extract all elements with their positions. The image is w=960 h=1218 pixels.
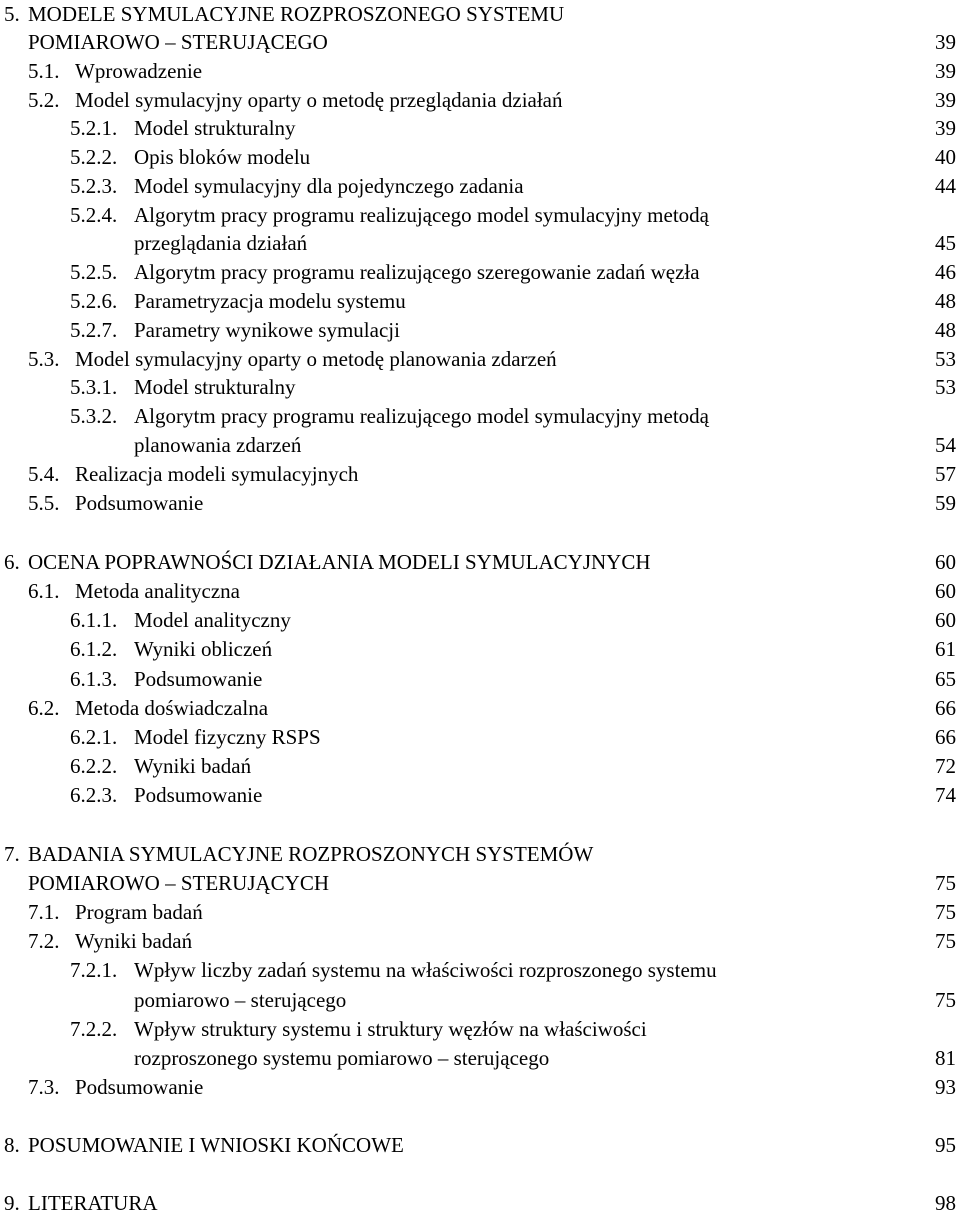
toc-entry: [0, 781, 960, 810]
toc-page: 53: [935, 347, 956, 371]
toc-number: 7.2.: [28, 929, 60, 953]
toc-title: Podsumowanie: [134, 783, 263, 807]
toc-title: LITERATURA: [28, 1191, 158, 1215]
toc-number: 5.1.: [28, 59, 60, 83]
toc-title: przeglądania działań: [134, 231, 308, 255]
toc-entry: [0, 1015, 960, 1044]
toc-number: 6.2.: [28, 696, 60, 720]
toc-entry: [0, 723, 960, 752]
toc-entry: [0, 606, 960, 635]
toc-number: 5.3.: [28, 347, 60, 371]
toc-title: Wpływ liczby zadań systemu na właściwości rozproszonego systemu: [134, 958, 717, 982]
toc-entry: [0, 373, 960, 402]
toc-number: 6.1.2.: [70, 637, 118, 661]
toc-title: Model fizyczny RSPS: [134, 725, 321, 749]
toc-entry: [0, 635, 960, 664]
toc-number: 5.2.5.: [70, 260, 118, 284]
toc-title: POMIAROWO – STERUJĄCYCH: [28, 871, 330, 895]
toc-page: 57: [935, 462, 956, 486]
toc-title: Podsumowanie: [134, 667, 263, 691]
toc-title: planowania zdarzeń: [134, 433, 302, 457]
toc-title: Model symulacyjny dla pojedynczego zadania: [134, 174, 524, 198]
toc-entry: [0, 86, 960, 115]
toc-page: 74: [935, 783, 956, 807]
toc-page: 95: [935, 1133, 956, 1157]
toc-entry: [0, 431, 960, 460]
toc-page: 60: [935, 579, 956, 603]
toc-entry: [0, 114, 960, 143]
toc-entry: [0, 1044, 960, 1073]
toc-number: 7.2.2.: [70, 1017, 118, 1041]
toc-number: 8.: [4, 1133, 20, 1157]
toc-entry: [0, 201, 960, 230]
toc-page: 44: [935, 174, 956, 198]
toc-number: 5.2.4.: [70, 203, 118, 227]
toc-title: pomiarowo – sterującego: [134, 988, 347, 1012]
toc-page: 75: [935, 900, 956, 924]
toc-entry: [0, 898, 960, 927]
toc-entry: [0, 460, 960, 489]
toc-entry: [0, 402, 960, 431]
toc-title: OCENA POPRAWNOŚCI DZIAŁANIA MODELI SYMULACYJNYCH: [28, 550, 651, 574]
toc-number: 6.2.2.: [70, 754, 118, 778]
toc-number: 9.: [4, 1191, 20, 1215]
toc-number: 5.2.7.: [70, 318, 118, 342]
toc-entry: [0, 840, 960, 869]
toc-entry: [0, 489, 960, 518]
toc-page: 48: [935, 289, 956, 313]
toc-entry: [0, 258, 960, 287]
toc-entry: [0, 956, 960, 985]
toc-page: 46: [935, 260, 956, 284]
toc-number: 6.1.1.: [70, 608, 118, 632]
toc-page: 75: [935, 988, 956, 1012]
toc-title: POSUMOWANIE I WNIOSKI KOŃCOWE: [28, 1133, 404, 1157]
toc-page: 60: [935, 550, 956, 574]
toc-number: 5.2.3.: [70, 174, 118, 198]
toc-number: 6.2.3.: [70, 783, 118, 807]
toc-number: 5.5.: [28, 491, 60, 515]
toc-title: Algorytm pracy programu realizującego model symulacyjny metodą: [134, 404, 709, 428]
toc-page: 66: [935, 725, 956, 749]
toc-entry: [0, 229, 960, 258]
toc-entry: [0, 0, 960, 29]
toc-entry: [0, 665, 960, 694]
toc-title: MODELE SYMULACYJNE ROZPROSZONEGO SYSTEMU: [28, 2, 565, 26]
toc-title: rozproszonego systemu pomiarowo – sterującego: [134, 1046, 550, 1070]
toc-title: Wpływ struktury systemu i struktury węzłów na właściwości: [134, 1017, 647, 1041]
toc-page: 53: [935, 375, 956, 399]
toc-title: Model symulacyjny oparty o metodę planowania zdarzeń: [75, 347, 557, 371]
toc-title: Parametryzacja modelu systemu: [134, 289, 406, 313]
toc-title: Algorytm pracy programu realizującego model symulacyjny metodą: [134, 203, 709, 227]
toc-number: 5.: [4, 2, 20, 26]
toc-number: 5.3.1.: [70, 375, 118, 399]
toc-title: Wyniki badań: [134, 754, 252, 778]
toc-number: 5.2.6.: [70, 289, 118, 313]
toc-entry: [0, 927, 960, 956]
toc-title: Metoda analityczna: [75, 579, 241, 603]
toc-number: 7.3.: [28, 1075, 60, 1099]
toc-number: 5.2.: [28, 88, 60, 112]
toc-number: 6.1.3.: [70, 667, 118, 691]
toc-title: POMIAROWO – STERUJĄCEGO: [28, 30, 328, 54]
toc-page: 72: [935, 754, 956, 778]
toc-entry: [0, 28, 960, 57]
toc-page: 66: [935, 696, 956, 720]
toc-entry: [0, 577, 960, 606]
toc-title: Model strukturalny: [134, 116, 296, 140]
toc-page: 45: [935, 231, 956, 255]
toc-number: 6.2.1.: [70, 725, 118, 749]
toc-page: 98: [935, 1191, 956, 1215]
toc-page: 59: [935, 491, 956, 515]
toc-page: 54: [935, 433, 956, 457]
toc-entry: [0, 1073, 960, 1102]
toc-entry: [0, 287, 960, 316]
toc-title: Model analityczny: [134, 608, 291, 632]
toc-number: 7.1.: [28, 900, 60, 924]
toc-title: Model symulacyjny oparty o metodę przeglądania działań: [75, 88, 563, 112]
toc-number: 6.1.: [28, 579, 60, 603]
toc-page: 65: [935, 667, 956, 691]
toc-number: 5.2.1.: [70, 116, 118, 140]
toc-entry: [0, 752, 960, 781]
toc-title: Realizacja modeli symulacyjnych: [75, 462, 359, 486]
toc-entry: [0, 986, 960, 1015]
toc-entry: [0, 345, 960, 374]
toc-page: 81: [935, 1046, 956, 1070]
toc-title: Metoda doświadczalna: [75, 696, 269, 720]
toc-page: 61: [935, 637, 956, 661]
toc-number: 7.2.1.: [70, 958, 118, 982]
toc-entry: [0, 1131, 960, 1160]
toc-entry: [0, 172, 960, 201]
toc-title: Wyniki obliczeń: [134, 637, 273, 661]
toc-page: 75: [935, 871, 956, 895]
toc-entry: [0, 57, 960, 86]
toc-number: 7.: [4, 842, 20, 866]
toc-title: Podsumowanie: [75, 491, 204, 515]
toc-title: Algorytm pracy programu realizującego szeregowanie zadań węzła: [134, 260, 700, 284]
toc-title: Program badań: [75, 900, 203, 924]
toc-entry: [0, 316, 960, 345]
toc-entry: [0, 143, 960, 172]
toc-page: 60: [935, 608, 956, 632]
toc-title: Wyniki badań: [75, 929, 193, 953]
toc-number: 5.4.: [28, 462, 60, 486]
toc-page: 93: [935, 1075, 956, 1099]
toc-number: 5.2.2.: [70, 145, 118, 169]
toc-title: Podsumowanie: [75, 1075, 204, 1099]
toc-entry: [0, 1189, 960, 1218]
toc-number: 6.: [4, 550, 20, 574]
toc-entry: [0, 548, 960, 577]
toc-number: 5.3.2.: [70, 404, 118, 428]
toc-title: BADANIA SYMULACYJNE ROZPROSZONYCH SYSTEMÓW: [28, 842, 594, 866]
toc-page: 39: [935, 116, 956, 140]
toc-title: Opis bloków modelu: [134, 145, 311, 169]
toc-page: 39: [935, 88, 956, 112]
toc-page: 39: [935, 30, 956, 54]
toc-page: 39: [935, 59, 956, 83]
toc-entry: [0, 694, 960, 723]
toc-title: Model strukturalny: [134, 375, 296, 399]
toc-page: 40: [935, 145, 956, 169]
toc-page: 75: [935, 929, 956, 953]
toc-entry: [0, 869, 960, 898]
toc-title: Wprowadzenie: [75, 59, 203, 83]
toc-title: Parametry wynikowe symulacji: [134, 318, 400, 342]
toc-page: 48: [935, 318, 956, 342]
